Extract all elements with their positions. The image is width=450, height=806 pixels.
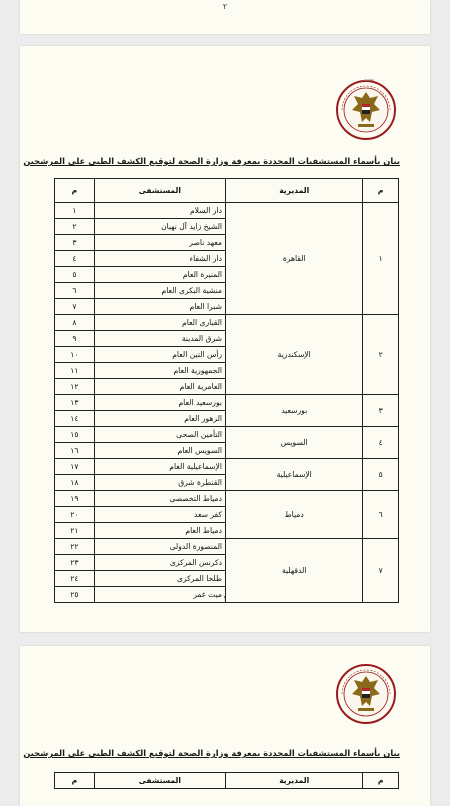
document-title: بيان بأسماء المستشفيات المحددة بمعرفة وزارة الصحة لتوقيع الكشف الطبى على المرشحين [23,748,400,758]
hospital-name: منشية البكرى العام [94,283,225,299]
directorate-number: ٤ [363,427,399,459]
hospital-name: الإسماعيلية العام [94,459,225,475]
table-row [55,491,399,507]
hospital-name: دكرنس المركزى [94,555,225,571]
directorate-name: دمياط [226,491,363,539]
hospital-number: ١٣ [55,395,95,411]
national-election-authority-emblem [334,658,398,734]
col-m: م [363,179,399,203]
page-number: ١ [222,594,228,603]
hospital-name: دار الشفاء [94,251,225,267]
hospital-name: الجمهورية العام [94,363,225,379]
hospital-number: ١٧ [55,459,95,475]
hospital-number: ٢٥ [55,587,95,603]
directorate-number: ٧ [363,539,399,603]
directorate-number: ٣ [363,395,399,427]
hospitals-table [54,178,399,603]
hospital-name: السويس العام [94,443,225,459]
previous-page [20,0,430,34]
hospital-name: بورسعيد العام [94,395,225,411]
hospital-number: ٢٣ [55,555,95,571]
hospital-number: ٨ [55,315,95,331]
hospital-number: ٦ [55,283,95,299]
hospital-number: ٢ [55,219,95,235]
directorate-name: السويس [226,427,363,459]
directorate-name: الإسكندرية [226,315,363,395]
hospitals-table-header [54,772,399,789]
hospital-name: القبارى العام [94,315,225,331]
hospital-name: المنيرة العام [94,267,225,283]
hospital-name: شبرا العام [94,299,225,315]
table-row [55,539,399,555]
hospital-name: طلخا المركزى [94,571,225,587]
table-row [55,203,399,219]
directorate-number: ٦ [363,491,399,539]
hospital-number: ١٨ [55,475,95,491]
hospital-name: دمياط التخصصى [94,491,225,507]
document-title: بيان بأسماء المستشفيات المحددة بمعرفة وزارة الصحة لتوقيع الكشف الطبى على المرشحين [23,156,400,166]
hospital-number: ٢١ [55,523,95,539]
hospital-number: ٥ [55,267,95,283]
hospital-number: ١٩ [55,491,95,507]
col-directorate: المديرية [226,773,363,789]
hospital-number: ١٠ [55,347,95,363]
hospital-number: ٢٢ [55,539,95,555]
hospital-name: شرق المدينة [94,331,225,347]
col-number: م [55,773,95,789]
hospital-name: الزهور العام [94,411,225,427]
hospital-number: ١٥ [55,427,95,443]
hospital-number: ٢٤ [55,571,95,587]
hospital-name: دمياط العام [94,523,225,539]
table-row [55,427,399,443]
hospital-number: ١٢ [55,379,95,395]
hospital-name: كفر سعد [94,507,225,523]
directorate-name: القاهرة [226,203,363,315]
hospital-name: القنطرة شرق [94,475,225,491]
col-hospital: المستشفى [94,179,225,203]
hospital-number: ١١ [55,363,95,379]
hospital-number: ٤ [55,251,95,267]
directorate-number: ٢ [363,315,399,395]
table-row [55,315,399,331]
col-m: م [363,773,399,789]
hospital-name: دار السلام [94,203,225,219]
directorate-name: الدقهلية [226,539,363,603]
hospital-number: ٧ [55,299,95,315]
directorate-name: الإسماعيلية [226,459,363,491]
hospital-name: العامرية العام [94,379,225,395]
hospital-number: ٩ [55,331,95,347]
document-page [20,46,430,632]
hospital-name: المنصورة الدولى [94,539,225,555]
col-directorate: المديرية [226,179,363,203]
page-number: ٢ [222,2,228,11]
directorate-number: ٥ [363,459,399,491]
hospital-name: رأس التين العام [94,347,225,363]
hospital-name: معهد ناصر [94,235,225,251]
hospital-number: ٢٠ [55,507,95,523]
table-row [55,459,399,475]
col-hospital: المستشفى [94,773,225,789]
hospital-name: ميت غمر [94,587,225,603]
directorate-name: بورسعيد [226,395,363,427]
next-page [20,646,430,806]
hospital-name: التأمين الصحى [94,427,225,443]
hospital-number: ٣ [55,235,95,251]
directorate-number: ١ [363,203,399,315]
national-election-authority-emblem [334,74,398,150]
col-number: م [55,179,95,203]
hospital-name: الشيخ زايد آل نهيان [94,219,225,235]
hospital-number: ١ [55,203,95,219]
hospital-number: ١٤ [55,411,95,427]
table-row [55,395,399,411]
hospital-number: ١٦ [55,443,95,459]
